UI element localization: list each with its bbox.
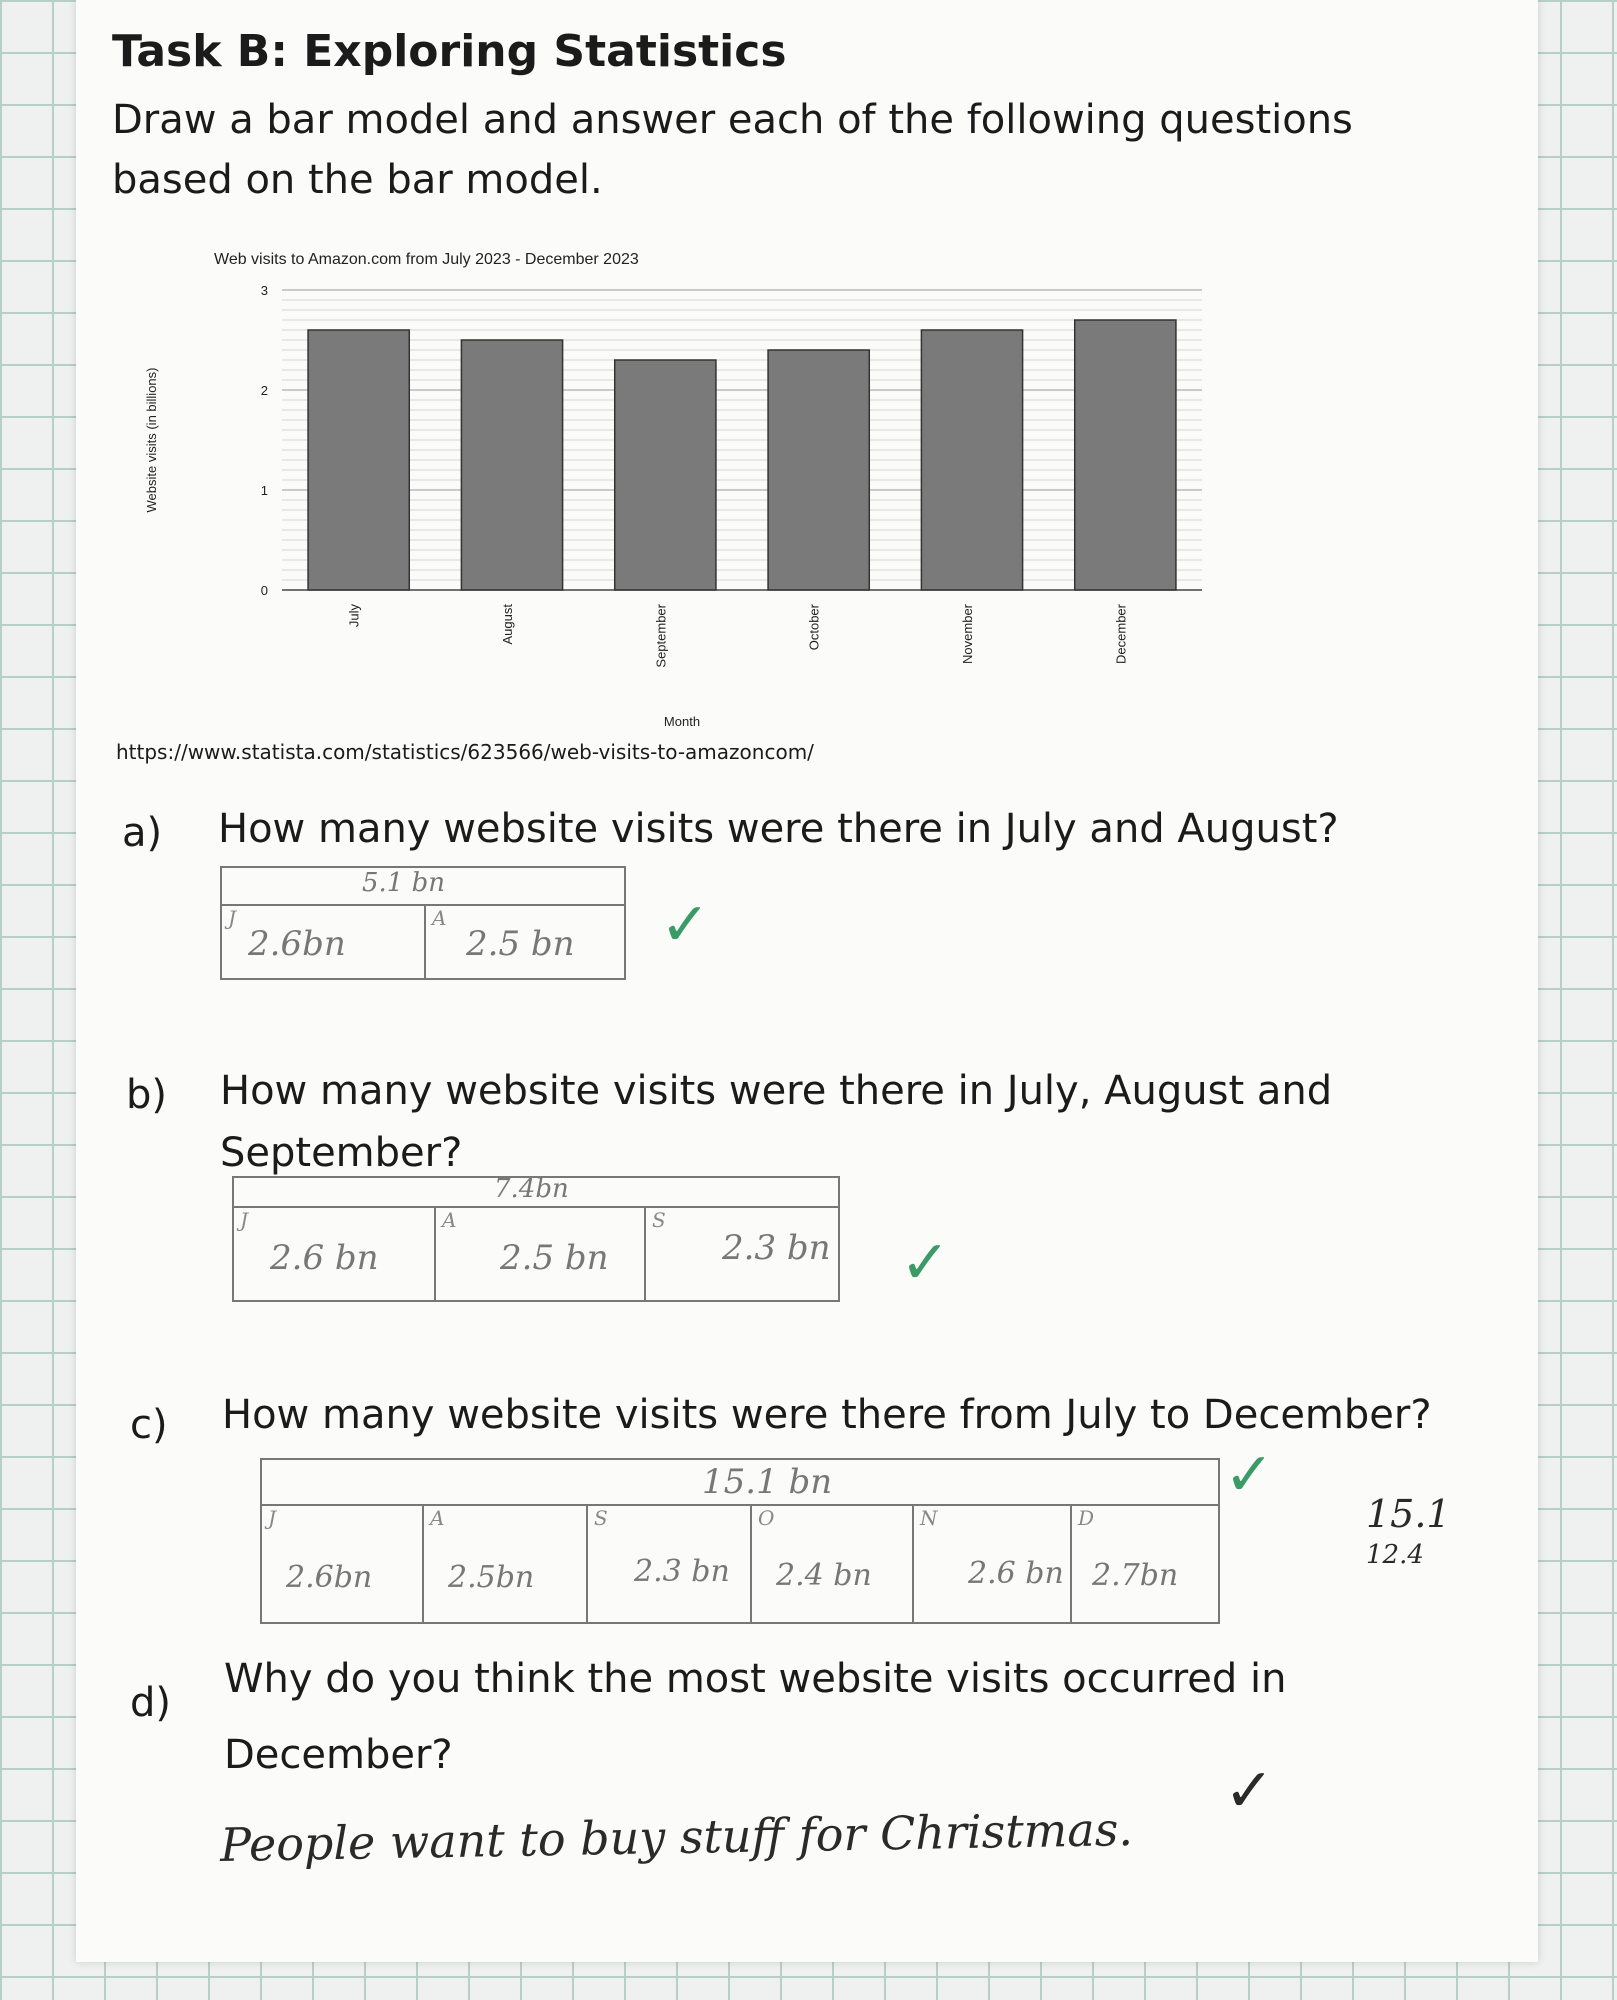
bar-model-c-label: S <box>594 1506 608 1530</box>
bar-model-b-value: 2.5 bn <box>500 1238 609 1278</box>
bar-model-b-cell <box>434 1206 646 1302</box>
bar-model-b-label: J <box>240 1208 249 1232</box>
check-mark-a: ✓ <box>660 890 711 960</box>
bar-model-c-cell <box>260 1504 424 1624</box>
chart-title: Web visits to Amazon.com from July 2023 - December 2023 <box>214 251 639 268</box>
bar-model-c-cell <box>912 1504 1072 1624</box>
question-d-text-line1: Why do you think the most website visits occurred in <box>224 1656 1287 1702</box>
chart-xtick-label: August <box>500 604 515 645</box>
chart-bar <box>1075 320 1176 590</box>
bar-model-b-total: 7.4bn <box>494 1174 569 1204</box>
question-b-text-line2: September? <box>220 1130 463 1176</box>
chart-xtick-label: September <box>653 604 669 668</box>
bar-model-c-total: 15.1 bn <box>702 1462 833 1502</box>
question-d-text-line2: December? <box>224 1732 453 1778</box>
bar-model-c-value: 2.4 bn <box>776 1558 872 1593</box>
question-a-letter: a) <box>122 810 163 856</box>
chart-bar <box>768 350 869 590</box>
bar-model-b-value: 2.3 bn <box>722 1228 831 1268</box>
bar-model-c-cell <box>422 1504 588 1624</box>
chart-ytick-label: 3 <box>260 283 268 298</box>
bar-model-b-value: 2.6 bn <box>270 1238 379 1278</box>
bar-model-b-total-box <box>232 1176 840 1208</box>
question-d-letter: d) <box>130 1680 171 1726</box>
bar-model-c-cell <box>750 1504 914 1624</box>
chart-ytick-label: 1 <box>260 483 268 498</box>
bar-model-c-label: N <box>920 1506 938 1530</box>
bar-model-c-value: 2.6bn <box>286 1560 373 1595</box>
bar-model-c-label: D <box>1078 1506 1095 1530</box>
bar-model-c-value: 2.3 bn <box>634 1554 730 1589</box>
check-mark-d: ✓ <box>1224 1756 1275 1826</box>
chart-ylabel: Website visits (in billions) <box>144 367 159 513</box>
bar-model-c-label: J <box>268 1506 277 1530</box>
chart-bar <box>461 340 562 590</box>
bar-model-c-value: 2.7bn <box>1092 1558 1179 1593</box>
side-note-1: 15.1 <box>1366 1492 1451 1536</box>
bar-model-a-cell <box>220 904 426 980</box>
chart-bar <box>921 330 1022 590</box>
question-b-text-line1: How many website visits were there in July, August and <box>220 1068 1333 1114</box>
bar-model-c-label: A <box>430 1506 445 1530</box>
task-title: Task B: Exploring Statistics <box>112 26 787 77</box>
bar-model-a-cell <box>424 904 626 980</box>
bar-model-b-label: A <box>442 1208 457 1232</box>
chart-xtick-label: November <box>960 604 975 664</box>
source-url: https://www.statista.com/statistics/623566/web-visits-to-amazoncom/ <box>116 740 814 764</box>
bar-model-c-cell <box>586 1504 752 1624</box>
bar-model-c-label: O <box>758 1506 775 1530</box>
bar-model-c-cell <box>1070 1504 1220 1624</box>
question-b-letter: b) <box>126 1072 167 1118</box>
side-note-2: 12.4 <box>1366 1540 1424 1570</box>
bar-model-a-total-box <box>220 866 626 906</box>
question-c-text: How many website visits were there from July to December? <box>222 1392 1432 1438</box>
task-instructions: Draw a bar model and answer each of the following questions based on the bar model. <box>112 97 1353 203</box>
chart-xlabel: Month <box>663 714 701 729</box>
bar-model-a-label: J <box>228 906 237 930</box>
bar-model-b-label: S <box>652 1208 666 1232</box>
chart-bar <box>615 360 716 590</box>
bar-model-b-cell <box>644 1206 840 1302</box>
worksheet <box>76 0 1538 1962</box>
bar-model-a-value: 2.6bn <box>248 924 346 964</box>
chart-svg <box>132 240 1222 740</box>
check-mark-b: ✓ <box>900 1228 951 1298</box>
chart-xtick-label: December <box>1113 603 1129 664</box>
chart-bar <box>308 330 409 590</box>
chart-ytick-label: 0 <box>260 583 268 598</box>
chart-ytick-label: 2 <box>260 383 268 398</box>
bar-model-c-total-box <box>260 1458 1220 1506</box>
bar-model-a-total: 5.1 bn <box>362 868 446 898</box>
bar-model-b-cell <box>232 1206 436 1302</box>
chart-xtick-label: July <box>346 604 362 628</box>
bar-model-c-value: 2.6 bn <box>968 1556 1064 1591</box>
bar-chart <box>132 240 1222 740</box>
check-mark-c: ✓ <box>1224 1440 1275 1510</box>
bar-model-a-label: A <box>432 906 447 930</box>
chart-xtick-label: October <box>806 604 822 651</box>
bar-model-a-value: 2.5 bn <box>466 924 575 964</box>
question-a-text: How many website visits were there in July and August? <box>218 806 1339 852</box>
bar-model-c-value: 2.5bn <box>448 1560 535 1595</box>
question-c-letter: c) <box>130 1402 168 1448</box>
answer-d: People want to buy stuff for Christmas. <box>219 1802 1134 1872</box>
